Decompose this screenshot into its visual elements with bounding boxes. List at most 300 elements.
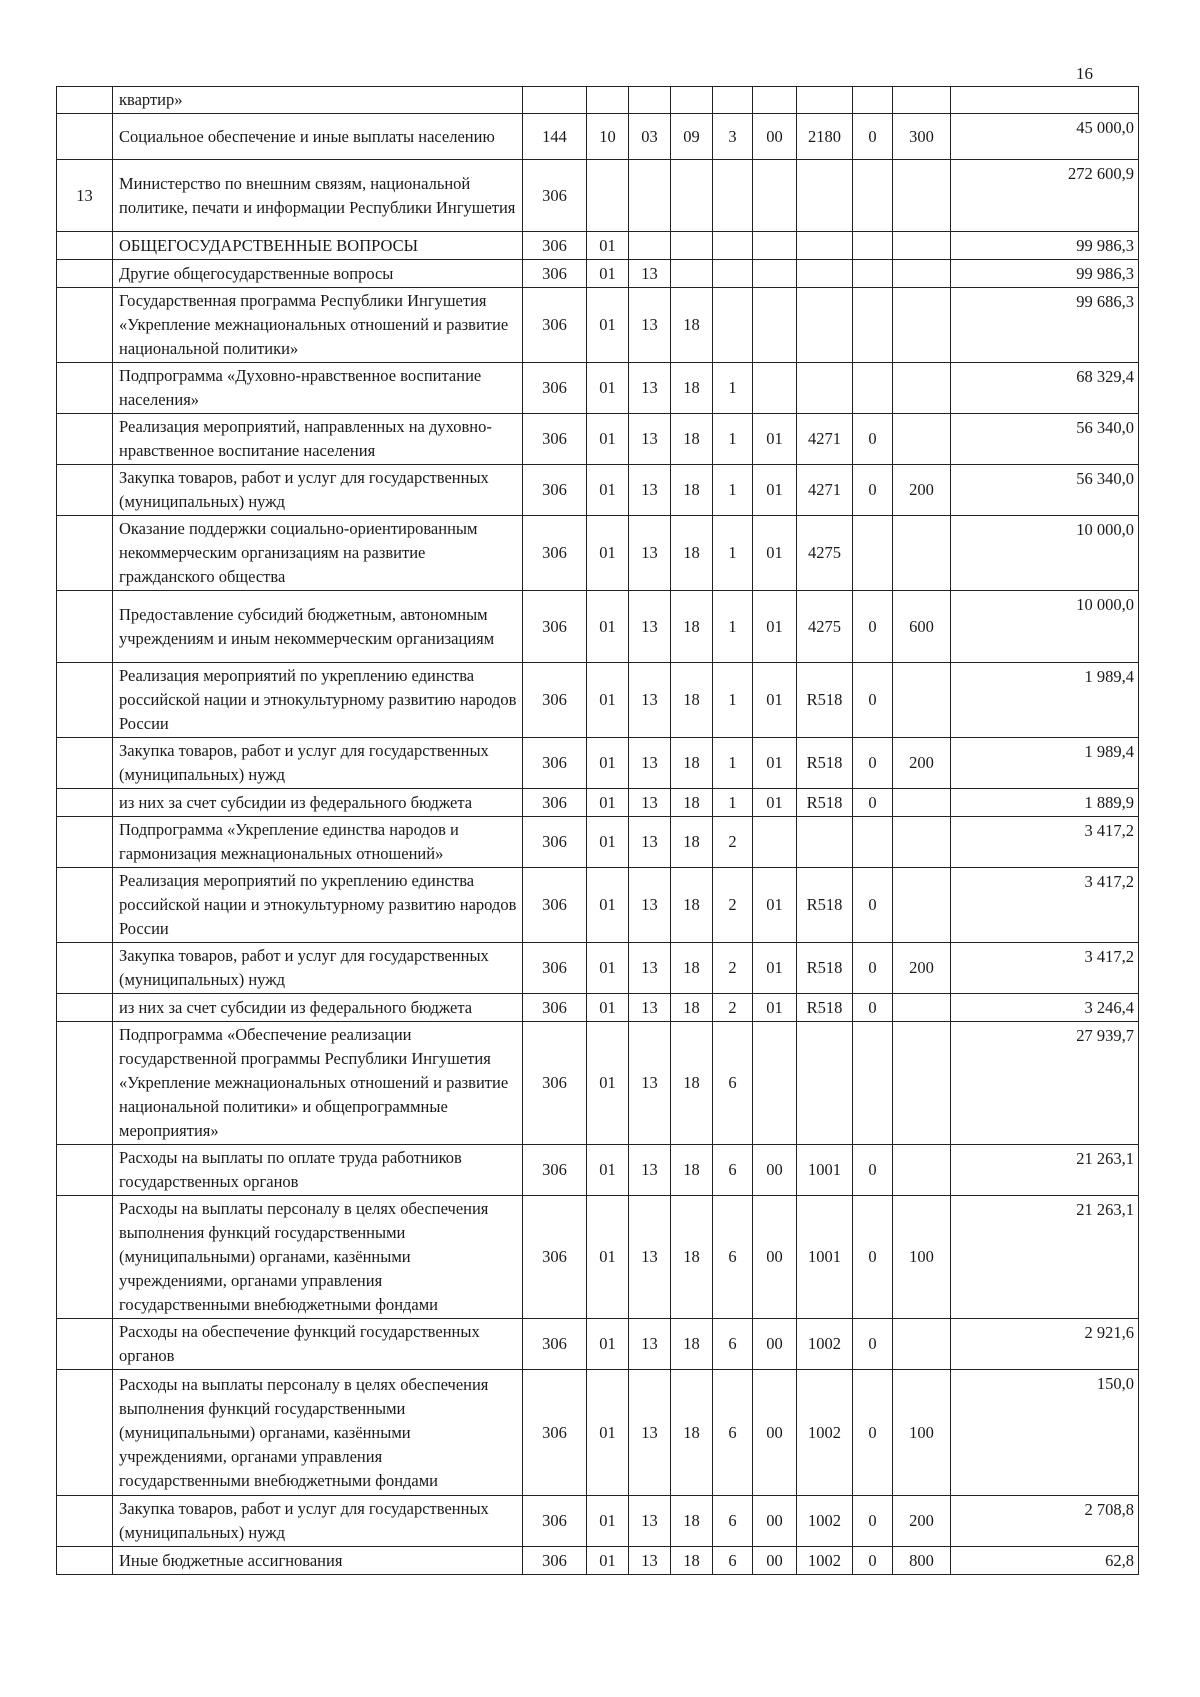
- subsection-code-cell: 13: [629, 414, 671, 465]
- admin-code-cell: [523, 87, 587, 114]
- activity-code-cell: 01: [753, 663, 797, 738]
- subsection-code-cell: 03: [629, 114, 671, 160]
- item-name-cell: Расходы на выплаты персоналу в целях обеспечения выполнения функций государственными (муниципальными) органами, казёнными учреждениями, органами управления государственными внебюджетными фондами: [113, 1196, 523, 1319]
- amount-cell: 1 989,4: [951, 738, 1139, 789]
- section-code-cell: 01: [587, 1496, 629, 1547]
- row-number-cell: [57, 465, 113, 516]
- section-code-cell: 01: [587, 943, 629, 994]
- table-row: [57, 1319, 1139, 1370]
- item-name-cell: Другие общегосударственные вопросы: [113, 260, 523, 288]
- item-name-cell: Подпрограмма «Духовно-нравственное воспитание населения»: [113, 363, 523, 414]
- subprogram-code-cell: 1: [713, 414, 753, 465]
- program-code-cell: 18: [671, 591, 713, 663]
- activity-code-cell: [753, 160, 797, 232]
- admin-code-cell: 306: [523, 1319, 587, 1370]
- subprogram-code-cell: 1: [713, 516, 753, 591]
- row-number-cell: [57, 1496, 113, 1547]
- row-number-cell: [57, 789, 113, 817]
- subsection-code-cell: 13: [629, 868, 671, 943]
- direction-suffix-cell: 0: [853, 1319, 893, 1370]
- program-code-cell: 18: [671, 663, 713, 738]
- subprogram-code-cell: 1: [713, 591, 753, 663]
- section-code-cell: 01: [587, 232, 629, 260]
- amount-cell: 62,8: [951, 1547, 1139, 1575]
- table-row: [57, 943, 1139, 994]
- subsection-code-cell: 13: [629, 1196, 671, 1319]
- direction-code-cell: [797, 817, 853, 868]
- row-number-cell: [57, 817, 113, 868]
- subsection-code-cell: [629, 160, 671, 232]
- subsection-code-cell: 13: [629, 465, 671, 516]
- expense-type-cell: [893, 1145, 951, 1196]
- expense-type-cell: [893, 232, 951, 260]
- table-row: [57, 789, 1139, 817]
- expense-type-cell: 200: [893, 943, 951, 994]
- table-row: [57, 114, 1139, 160]
- row-number-cell: [57, 1370, 113, 1496]
- amount-cell: 21 263,1: [951, 1196, 1139, 1319]
- section-code-cell: 01: [587, 663, 629, 738]
- row-number-cell: [57, 87, 113, 114]
- row-number-cell: [57, 516, 113, 591]
- table-row: [57, 591, 1139, 663]
- program-code-cell: [671, 260, 713, 288]
- activity-code-cell: 00: [753, 1496, 797, 1547]
- table-row: [57, 465, 1139, 516]
- direction-suffix-cell: 0: [853, 114, 893, 160]
- program-code-cell: 18: [671, 943, 713, 994]
- program-code-cell: 18: [671, 516, 713, 591]
- activity-code-cell: [753, 87, 797, 114]
- program-code-cell: 18: [671, 817, 713, 868]
- subprogram-code-cell: 1: [713, 738, 753, 789]
- program-code-cell: 18: [671, 868, 713, 943]
- activity-code-cell: 01: [753, 738, 797, 789]
- direction-code-cell: [797, 87, 853, 114]
- item-name-cell: ОБЩЕГОСУДАРСТВЕННЫЕ ВОПРОСЫ: [113, 232, 523, 260]
- item-name-cell: Оказание поддержки социально-ориентированным некоммерческим организациям на развитие гражданского общества: [113, 516, 523, 591]
- amount-cell: 56 340,0: [951, 414, 1139, 465]
- direction-code-cell: 2180: [797, 114, 853, 160]
- expense-type-cell: 100: [893, 1196, 951, 1319]
- subsection-code-cell: 13: [629, 738, 671, 789]
- item-name-cell: Закупка товаров, работ и услуг для государственных (муниципальных) нужд: [113, 465, 523, 516]
- item-name-cell: Социальное обеспечение и иные выплаты населению: [113, 114, 523, 160]
- section-code-cell: [587, 87, 629, 114]
- expense-type-cell: [893, 516, 951, 591]
- section-code-cell: 01: [587, 789, 629, 817]
- subprogram-code-cell: [713, 87, 753, 114]
- direction-code-cell: [797, 260, 853, 288]
- table-row: [57, 288, 1139, 363]
- program-code-cell: [671, 160, 713, 232]
- program-code-cell: 18: [671, 1145, 713, 1196]
- row-number-cell: [57, 1022, 113, 1145]
- program-code-cell: 18: [671, 1022, 713, 1145]
- admin-code-cell: 306: [523, 817, 587, 868]
- subsection-code-cell: [629, 232, 671, 260]
- table-row: [57, 663, 1139, 738]
- admin-code-cell: 306: [523, 516, 587, 591]
- budget-table: [56, 86, 1139, 1575]
- row-number-cell: [57, 1145, 113, 1196]
- section-code-cell: 01: [587, 1547, 629, 1575]
- table-row: [57, 414, 1139, 465]
- admin-code-cell: 306: [523, 1370, 587, 1496]
- subprogram-code-cell: 1: [713, 363, 753, 414]
- section-code-cell: 01: [587, 1370, 629, 1496]
- subprogram-code-cell: 2: [713, 943, 753, 994]
- program-code-cell: 18: [671, 1370, 713, 1496]
- table-row: [57, 160, 1139, 232]
- table-row: [57, 1196, 1139, 1319]
- section-code-cell: [587, 160, 629, 232]
- direction-code-cell: [797, 363, 853, 414]
- direction-suffix-cell: [853, 160, 893, 232]
- subprogram-code-cell: 6: [713, 1319, 753, 1370]
- admin-code-cell: 306: [523, 465, 587, 516]
- item-name-cell: Закупка товаров, работ и услуг для государственных (муниципальных) нужд: [113, 738, 523, 789]
- activity-code-cell: [753, 260, 797, 288]
- subsection-code-cell: 13: [629, 288, 671, 363]
- direction-suffix-cell: 0: [853, 1496, 893, 1547]
- admin-code-cell: 306: [523, 994, 587, 1022]
- row-number-cell: [57, 414, 113, 465]
- table-row: [57, 1370, 1139, 1496]
- subprogram-code-cell: 6: [713, 1196, 753, 1319]
- program-code-cell: 09: [671, 114, 713, 160]
- direction-code-cell: 1001: [797, 1196, 853, 1319]
- admin-code-cell: 306: [523, 738, 587, 789]
- direction-suffix-cell: 0: [853, 1370, 893, 1496]
- direction-code-cell: R518: [797, 738, 853, 789]
- subsection-code-cell: 13: [629, 943, 671, 994]
- table-row: [57, 363, 1139, 414]
- expense-type-cell: [893, 817, 951, 868]
- row-number-cell: [57, 1196, 113, 1319]
- admin-code-cell: 306: [523, 288, 587, 363]
- section-code-cell: 01: [587, 1319, 629, 1370]
- subsection-code-cell: 13: [629, 516, 671, 591]
- admin-code-cell: 306: [523, 663, 587, 738]
- section-code-cell: 01: [587, 414, 629, 465]
- activity-code-cell: 01: [753, 516, 797, 591]
- activity-code-cell: 01: [753, 943, 797, 994]
- subprogram-code-cell: 3: [713, 114, 753, 160]
- table-row: [57, 738, 1139, 789]
- item-name-cell: Реализация мероприятий по укреплению единства российской нации и этнокультурному развитию народов России: [113, 663, 523, 738]
- direction-code-cell: 1002: [797, 1370, 853, 1496]
- program-code-cell: 18: [671, 465, 713, 516]
- table-row: [57, 232, 1139, 260]
- direction-suffix-cell: [853, 363, 893, 414]
- direction-suffix-cell: 0: [853, 943, 893, 994]
- activity-code-cell: 01: [753, 465, 797, 516]
- expense-type-cell: 800: [893, 1547, 951, 1575]
- program-code-cell: [671, 87, 713, 114]
- section-code-cell: 01: [587, 817, 629, 868]
- section-code-cell: 01: [587, 363, 629, 414]
- amount-cell: 68 329,4: [951, 363, 1139, 414]
- program-code-cell: [671, 232, 713, 260]
- section-code-cell: 01: [587, 591, 629, 663]
- table-row: [57, 868, 1139, 943]
- admin-code-cell: 306: [523, 789, 587, 817]
- item-name-cell: Реализация мероприятий, направленных на духовно-нравственное воспитание населения: [113, 414, 523, 465]
- direction-suffix-cell: [853, 288, 893, 363]
- admin-code-cell: 306: [523, 1022, 587, 1145]
- direction-code-cell: 4271: [797, 414, 853, 465]
- subprogram-code-cell: 6: [713, 1022, 753, 1145]
- direction-suffix-cell: [853, 1022, 893, 1145]
- activity-code-cell: 01: [753, 868, 797, 943]
- direction-code-cell: [797, 232, 853, 260]
- row-number-cell: [57, 943, 113, 994]
- expense-type-cell: [893, 868, 951, 943]
- subprogram-code-cell: 6: [713, 1370, 753, 1496]
- subprogram-code-cell: 6: [713, 1145, 753, 1196]
- item-name-cell: Закупка товаров, работ и услуг для государственных (муниципальных) нужд: [113, 1496, 523, 1547]
- subsection-code-cell: 13: [629, 1022, 671, 1145]
- subsection-code-cell: 13: [629, 1496, 671, 1547]
- subprogram-code-cell: 1: [713, 465, 753, 516]
- subprogram-code-cell: 2: [713, 868, 753, 943]
- item-name-cell: квартир»: [113, 87, 523, 114]
- item-name-cell: Предоставление субсидий бюджетным, автономным учреждениям и иным некоммерческим организациям: [113, 591, 523, 663]
- subprogram-code-cell: 6: [713, 1496, 753, 1547]
- row-number-cell: [57, 260, 113, 288]
- activity-code-cell: [753, 288, 797, 363]
- amount-cell: 1 989,4: [951, 663, 1139, 738]
- direction-suffix-cell: 0: [853, 994, 893, 1022]
- subprogram-code-cell: [713, 288, 753, 363]
- program-code-cell: 18: [671, 1196, 713, 1319]
- section-code-cell: 01: [587, 994, 629, 1022]
- admin-code-cell: 306: [523, 1145, 587, 1196]
- direction-code-cell: 1002: [797, 1496, 853, 1547]
- expense-type-cell: 600: [893, 591, 951, 663]
- section-code-cell: 01: [587, 1196, 629, 1319]
- activity-code-cell: [753, 817, 797, 868]
- table-row: [57, 1496, 1139, 1547]
- direction-code-cell: 1002: [797, 1547, 853, 1575]
- admin-code-cell: 306: [523, 1547, 587, 1575]
- expense-type-cell: 200: [893, 738, 951, 789]
- admin-code-cell: 306: [523, 591, 587, 663]
- direction-code-cell: R518: [797, 994, 853, 1022]
- activity-code-cell: 01: [753, 994, 797, 1022]
- subprogram-code-cell: [713, 160, 753, 232]
- subprogram-code-cell: [713, 260, 753, 288]
- direction-code-cell: R518: [797, 943, 853, 994]
- amount-cell: 21 263,1: [951, 1145, 1139, 1196]
- direction-suffix-cell: 0: [853, 1196, 893, 1319]
- table-body: [57, 87, 1139, 1575]
- activity-code-cell: 00: [753, 1145, 797, 1196]
- row-number-cell: [57, 114, 113, 160]
- subsection-code-cell: 13: [629, 663, 671, 738]
- subsection-code-cell: 13: [629, 260, 671, 288]
- amount-cell: 3 417,2: [951, 868, 1139, 943]
- section-code-cell: 01: [587, 1022, 629, 1145]
- direction-suffix-cell: 0: [853, 414, 893, 465]
- direction-suffix-cell: 0: [853, 1547, 893, 1575]
- direction-suffix-cell: 0: [853, 738, 893, 789]
- item-name-cell: Расходы на обеспечение функций государственных органов: [113, 1319, 523, 1370]
- expense-type-cell: 300: [893, 114, 951, 160]
- item-name-cell: Подпрограмма «Укрепление единства народов и гармонизация межнациональных отношений»: [113, 817, 523, 868]
- expense-type-cell: [893, 994, 951, 1022]
- admin-code-cell: 144: [523, 114, 587, 160]
- activity-code-cell: [753, 232, 797, 260]
- direction-suffix-cell: 0: [853, 868, 893, 943]
- item-name-cell: Иные бюджетные ассигнования: [113, 1547, 523, 1575]
- table-row: [57, 994, 1139, 1022]
- direction-code-cell: [797, 288, 853, 363]
- subprogram-code-cell: 1: [713, 663, 753, 738]
- section-code-cell: 01: [587, 516, 629, 591]
- admin-code-cell: 306: [523, 1496, 587, 1547]
- expense-type-cell: 200: [893, 1496, 951, 1547]
- amount-cell: 10 000,0: [951, 516, 1139, 591]
- subsection-code-cell: 13: [629, 591, 671, 663]
- item-name-cell: из них за счет субсидии из федерального бюджета: [113, 994, 523, 1022]
- amount-cell: 99 986,3: [951, 232, 1139, 260]
- table-row: [57, 87, 1139, 114]
- section-code-cell: 10: [587, 114, 629, 160]
- row-number-cell: [57, 738, 113, 789]
- program-code-cell: 18: [671, 738, 713, 789]
- amount-cell: 3 246,4: [951, 994, 1139, 1022]
- subprogram-code-cell: 6: [713, 1547, 753, 1575]
- section-code-cell: 01: [587, 738, 629, 789]
- amount-cell: 3 417,2: [951, 817, 1139, 868]
- amount-cell: 10 000,0: [951, 591, 1139, 663]
- row-number-cell: [57, 868, 113, 943]
- program-code-cell: 18: [671, 1319, 713, 1370]
- program-code-cell: 18: [671, 1496, 713, 1547]
- direction-suffix-cell: 0: [853, 1145, 893, 1196]
- program-code-cell: 18: [671, 288, 713, 363]
- amount-cell: 27 939,7: [951, 1022, 1139, 1145]
- amount-cell: 2 708,8: [951, 1496, 1139, 1547]
- subsection-code-cell: 13: [629, 817, 671, 868]
- table-row: [57, 817, 1139, 868]
- row-number-cell: 13: [57, 160, 113, 232]
- activity-code-cell: 00: [753, 1196, 797, 1319]
- subsection-code-cell: 13: [629, 1547, 671, 1575]
- page-number: 16: [1076, 64, 1093, 83]
- direction-code-cell: R518: [797, 868, 853, 943]
- table-row: [57, 1022, 1139, 1145]
- program-code-cell: 18: [671, 414, 713, 465]
- row-number-cell: [57, 1319, 113, 1370]
- admin-code-cell: 306: [523, 232, 587, 260]
- program-code-cell: 18: [671, 1547, 713, 1575]
- activity-code-cell: 00: [753, 114, 797, 160]
- subsection-code-cell: 13: [629, 363, 671, 414]
- subsection-code-cell: 13: [629, 994, 671, 1022]
- amount-cell: 99 686,3: [951, 288, 1139, 363]
- item-name-cell: Реализация мероприятий по укреплению единства российской нации и этнокультурному развитию народов России: [113, 868, 523, 943]
- admin-code-cell: 306: [523, 260, 587, 288]
- item-name-cell: Государственная программа Республики Ингушетия «Укрепление межнациональных отношений и развитие национальной политики»: [113, 288, 523, 363]
- expense-type-cell: [893, 789, 951, 817]
- admin-code-cell: 306: [523, 414, 587, 465]
- activity-code-cell: [753, 363, 797, 414]
- item-name-cell: из них за счет субсидии из федерального бюджета: [113, 789, 523, 817]
- expense-type-cell: [893, 663, 951, 738]
- section-code-cell: 01: [587, 868, 629, 943]
- amount-cell: 2 921,6: [951, 1319, 1139, 1370]
- amount-cell: 45 000,0: [951, 114, 1139, 160]
- amount-cell: 99 986,3: [951, 260, 1139, 288]
- activity-code-cell: 01: [753, 789, 797, 817]
- section-code-cell: 01: [587, 1145, 629, 1196]
- section-code-cell: 01: [587, 288, 629, 363]
- activity-code-cell: 00: [753, 1547, 797, 1575]
- subsection-code-cell: 13: [629, 1370, 671, 1496]
- amount-cell: 272 600,9: [951, 160, 1139, 232]
- admin-code-cell: 306: [523, 1196, 587, 1319]
- subsection-code-cell: [629, 87, 671, 114]
- program-code-cell: 18: [671, 363, 713, 414]
- row-number-cell: [57, 1547, 113, 1575]
- row-number-cell: [57, 591, 113, 663]
- direction-suffix-cell: 0: [853, 663, 893, 738]
- amount-cell: 56 340,0: [951, 465, 1139, 516]
- subprogram-code-cell: 2: [713, 817, 753, 868]
- activity-code-cell: 00: [753, 1319, 797, 1370]
- expense-type-cell: 200: [893, 465, 951, 516]
- expense-type-cell: [893, 1022, 951, 1145]
- row-number-cell: [57, 288, 113, 363]
- direction-code-cell: 4275: [797, 516, 853, 591]
- expense-type-cell: [893, 160, 951, 232]
- table-row: [57, 1145, 1139, 1196]
- subprogram-code-cell: 1: [713, 789, 753, 817]
- direction-code-cell: 4275: [797, 591, 853, 663]
- expense-type-cell: [893, 87, 951, 114]
- direction-code-cell: [797, 160, 853, 232]
- direction-suffix-cell: 0: [853, 789, 893, 817]
- item-name-cell: Расходы на выплаты по оплате труда работников государственных органов: [113, 1145, 523, 1196]
- row-number-cell: [57, 232, 113, 260]
- item-name-cell: Подпрограмма «Обеспечение реализации государственной программы Республики Ингушетия «Укрепление межнациональных отношений и развитие национальной политики» и общепрограммные мероприятия»: [113, 1022, 523, 1145]
- expense-type-cell: [893, 288, 951, 363]
- section-code-cell: 01: [587, 260, 629, 288]
- admin-code-cell: 306: [523, 943, 587, 994]
- row-number-cell: [57, 663, 113, 738]
- expense-type-cell: [893, 414, 951, 465]
- activity-code-cell: [753, 1022, 797, 1145]
- direction-suffix-cell: [853, 260, 893, 288]
- item-name-cell: Расходы на выплаты персоналу в целях обеспечения выполнения функций государственными (муниципальными) органами, казёнными учреждениями, органами управления государственными внебюджетными фондами: [113, 1370, 523, 1496]
- admin-code-cell: 306: [523, 363, 587, 414]
- direction-code-cell: 1001: [797, 1145, 853, 1196]
- section-code-cell: 01: [587, 465, 629, 516]
- program-code-cell: 18: [671, 994, 713, 1022]
- direction-suffix-cell: [853, 87, 893, 114]
- direction-suffix-cell: [853, 232, 893, 260]
- direction-code-cell: [797, 1022, 853, 1145]
- direction-code-cell: 1002: [797, 1319, 853, 1370]
- direction-suffix-cell: 0: [853, 591, 893, 663]
- amount-cell: 1 889,9: [951, 789, 1139, 817]
- direction-code-cell: R518: [797, 663, 853, 738]
- subprogram-code-cell: [713, 232, 753, 260]
- activity-code-cell: 01: [753, 591, 797, 663]
